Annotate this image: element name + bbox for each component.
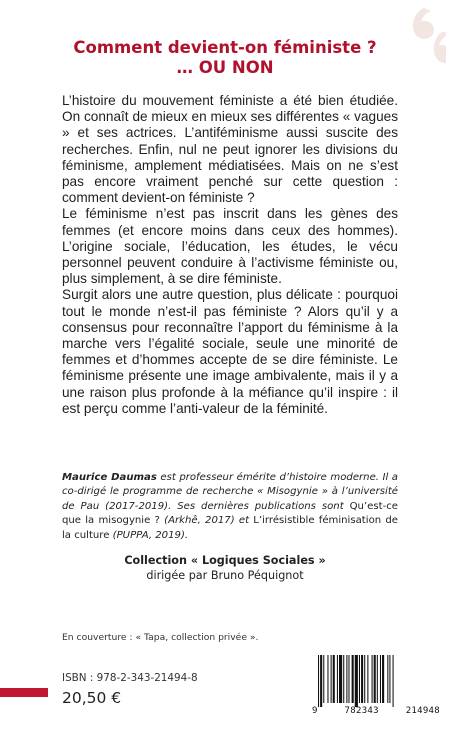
barcode-bar (377, 655, 378, 703)
blurb-paragraph: Surgit alors une autre question, plus délicate : pourquoi tout le monde n’est-il pas féministe ? Alors qu’il y a consensus pour reconnaître l’apport du féminisme à la marche vers l’égalité sociale, seule une minorité de femmes et d’hommes accepte de se dire féministe. Le féminisme présente une image ambivalente, mais il y a une raison plus profonde à la méfiance qu’il inspire : il est perçu comme l’anti-valeur de la féminité. (62, 287, 398, 416)
barcode-bar (333, 655, 335, 703)
barcode-bar (380, 655, 381, 703)
barcode-bar (359, 655, 360, 703)
collection-info (0, 553, 450, 583)
barcode-bar (372, 655, 373, 703)
barcode-bar (323, 655, 324, 703)
barcode-bar (346, 655, 347, 703)
author-bio-text: (PUPPA, 2019). (109, 529, 189, 541)
barcode-bar (387, 655, 388, 703)
cover-credit: En couverture : « Tapa, collection privée ». (62, 632, 259, 643)
barcode-bar (337, 655, 338, 703)
book-title (0, 38, 450, 78)
book-reference: Qu’est-ce que la misogynie ? (62, 500, 398, 527)
blurb-paragraph: Le féminisme n’est pas inscrit dans les gènes des femmes (et encore moins dans ceux des hommes). L’origine sociale, l’éducation, les études, le vécu personnel peuvent conduire à l’activisme féministe ou, plus simplement, à se dire féministe. (62, 206, 398, 287)
barcode-bar (374, 655, 376, 703)
barcode-digits (312, 706, 440, 716)
book-title-line2: … OU NON (176, 58, 274, 77)
barcode-bar (318, 655, 319, 707)
barcode-bar (393, 655, 394, 707)
barcode-digit-first: 9 (312, 706, 318, 716)
barcode-bar (382, 655, 384, 703)
barcode-bar (364, 655, 365, 703)
barcode-digits-group1: 782343 (344, 706, 379, 716)
author-bio-text: est professeur émérite d’histoire moderne. Il a co-dirigé le programme de recherche « Misogynie » à l’université de Pau (2017-2019). Ses dernières publications sont (62, 472, 398, 512)
barcode-bar (389, 655, 390, 703)
barcode-bar (348, 655, 349, 703)
isbn: ISBN : 978-2-343-21494-8 (62, 672, 198, 684)
barcode-bar (320, 655, 322, 707)
barcode-bar (352, 655, 354, 703)
blurb (62, 93, 398, 417)
red-accent-bar (0, 688, 48, 697)
book-title-line1: Comment devient-on féministe ? (73, 38, 377, 57)
book-reference: L’irrésistible féminisation de la culture (62, 515, 398, 541)
barcode-bar (367, 655, 368, 703)
author-name: Maurice Daumas (62, 472, 157, 483)
blurb-paragraph: L’histoire du mouvement féministe a été bien étudiée. On connaît de mieux en mieux ses différentes « vagues » et ses actrices. L’antiféminisme aussi suscite des recherches. Enfin, nul ne peut ignorer les divisions du féminisme, amplement médiatisées. Mais on ne s’est pas encore vraiment penché sur cette question : comment devient-on féministe ? (62, 93, 398, 206)
barcode-bar (361, 655, 363, 703)
barcode-digits-group2: 214948 (405, 706, 440, 716)
author-bio (62, 471, 398, 543)
barcode-bar (343, 655, 344, 703)
collection-title: Collection « Logiques Sociales » (124, 554, 326, 567)
price: 20,50 € (62, 689, 122, 707)
author-bio-text: (Arkhê, 2017) et (159, 515, 254, 527)
barcode-bar (355, 655, 358, 707)
barcode-bar (327, 655, 328, 703)
collection-director: dirigée par Bruno Péquignot (146, 569, 304, 582)
barcode-bar (339, 655, 342, 703)
barcode-bar (331, 655, 332, 703)
